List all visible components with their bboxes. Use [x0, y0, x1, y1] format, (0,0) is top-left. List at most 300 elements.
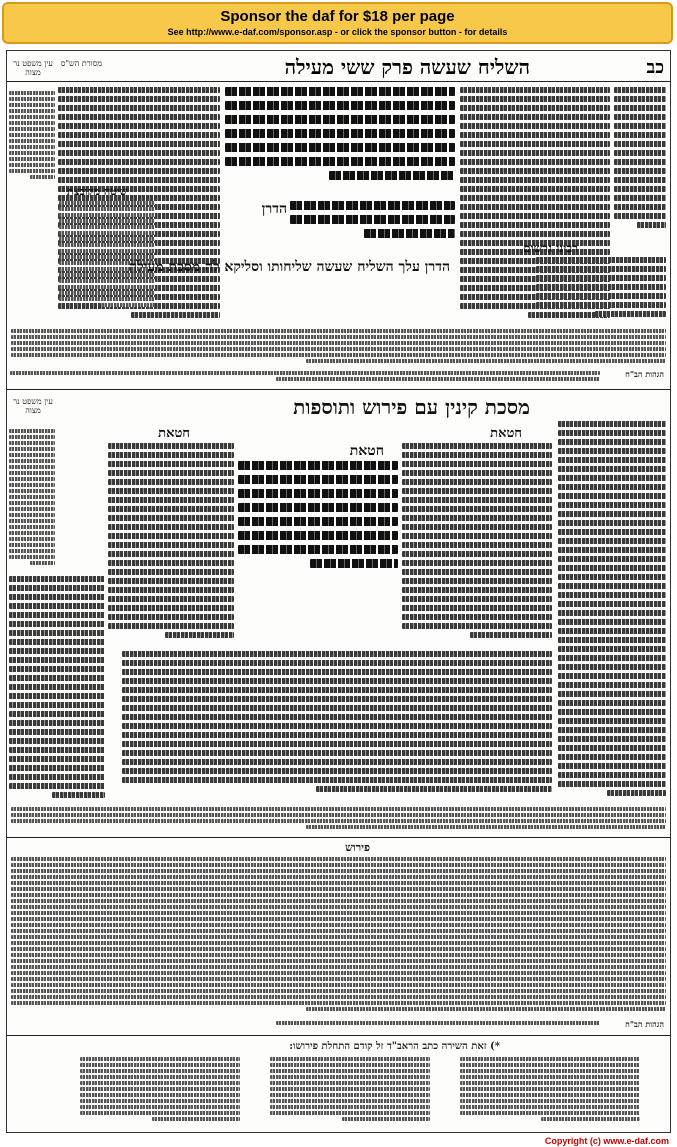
text-line	[122, 759, 552, 765]
text-line	[558, 781, 666, 787]
ein-mishpat-label-2: עין משפט נר מצוה	[13, 397, 53, 415]
text-line	[58, 114, 220, 120]
text-line	[11, 923, 666, 927]
hadran-gemara-text	[290, 201, 455, 251]
text-line	[402, 551, 552, 557]
text-line	[460, 132, 610, 138]
hagahot-bottom-text	[11, 807, 666, 833]
text-line	[9, 163, 55, 167]
text-line	[290, 215, 455, 224]
text-line	[306, 1007, 666, 1011]
text-line	[225, 129, 455, 138]
sponsor-title[interactable]: Sponsor the daf for $18 per page	[220, 8, 455, 25]
text-line	[558, 439, 666, 445]
text-line	[558, 709, 666, 715]
text-line	[9, 747, 105, 753]
text-line	[460, 87, 610, 93]
text-line	[59, 237, 155, 241]
text-line	[558, 619, 666, 625]
text-line	[11, 905, 666, 909]
text-line	[460, 222, 610, 228]
text-line	[108, 542, 234, 548]
text-line	[9, 555, 55, 559]
text-line	[595, 311, 667, 317]
ein-mishpat-column	[9, 91, 55, 181]
text-line	[558, 475, 666, 481]
text-line	[108, 605, 234, 611]
ein-mishpat-column-2	[9, 429, 55, 569]
text-line	[290, 201, 455, 210]
header-rule	[7, 81, 670, 82]
text-line	[536, 284, 666, 290]
text-line	[402, 524, 552, 530]
text-line	[270, 1081, 430, 1085]
text-line	[238, 545, 398, 554]
talmud-page-scan	[6, 50, 671, 1133]
text-line	[108, 443, 234, 449]
text-line	[558, 466, 666, 472]
text-line	[122, 660, 552, 666]
text-line	[460, 1057, 640, 1061]
text-line	[306, 359, 666, 363]
text-line	[270, 1063, 430, 1067]
text-line	[108, 533, 234, 539]
text-line	[614, 195, 666, 201]
text-line	[558, 430, 666, 436]
text-line	[614, 105, 666, 111]
text-line	[11, 347, 666, 351]
text-line	[9, 429, 55, 433]
text-line	[122, 696, 552, 702]
text-line	[558, 538, 666, 544]
text-line	[402, 515, 552, 521]
text-line	[80, 1057, 240, 1061]
text-line	[270, 1111, 430, 1115]
text-line	[9, 702, 105, 708]
text-line	[9, 139, 55, 143]
text-line	[558, 727, 666, 733]
hagahot-bottom-line	[10, 1021, 600, 1031]
text-line	[329, 171, 456, 180]
copyright-text: Copyright (c) www.e-daf.com	[544, 1136, 669, 1146]
text-line	[536, 266, 666, 272]
text-line	[270, 1057, 430, 1061]
text-line	[9, 447, 55, 451]
text-line	[460, 186, 610, 192]
text-line	[108, 515, 234, 521]
text-line	[59, 279, 155, 283]
text-line	[11, 899, 666, 903]
text-line	[558, 718, 666, 724]
text-line	[607, 790, 666, 796]
text-line	[9, 441, 55, 445]
text-line	[11, 965, 666, 969]
text-line	[9, 756, 105, 762]
shita-mekubetzet-text	[59, 201, 155, 311]
page-number: כב	[646, 57, 664, 78]
shita-mekubetzet-heading: שיטה מקובצת	[67, 185, 128, 198]
text-line	[9, 612, 105, 618]
text-line	[225, 87, 455, 96]
text-line	[59, 231, 155, 235]
text-line	[9, 729, 105, 735]
text-line	[80, 1069, 240, 1073]
text-line	[536, 257, 666, 263]
text-line	[402, 461, 552, 467]
text-line	[9, 465, 55, 469]
text-line	[614, 159, 666, 165]
rabbeinu-gershom-heading: רבינו גרשום	[523, 241, 578, 255]
text-line	[58, 141, 220, 147]
text-line	[9, 501, 55, 505]
text-line	[11, 813, 666, 817]
text-line	[270, 1105, 430, 1109]
text-line	[238, 489, 398, 498]
text-line	[108, 596, 234, 602]
folio-label: מסורת הש"ס	[60, 59, 102, 68]
text-line	[558, 448, 666, 454]
text-line	[310, 559, 398, 568]
text-line	[238, 517, 398, 526]
hagahot-top-text	[10, 371, 600, 383]
text-line	[122, 741, 552, 747]
text-line	[9, 738, 105, 744]
text-line	[11, 935, 666, 939]
text-line	[9, 525, 55, 529]
text-line	[9, 109, 55, 113]
text-line	[152, 1117, 240, 1121]
text-line	[108, 614, 234, 620]
text-line	[9, 543, 55, 547]
text-line	[402, 506, 552, 512]
text-line	[80, 1099, 240, 1103]
text-line	[108, 470, 234, 476]
text-line	[558, 502, 666, 508]
text-line	[80, 1093, 240, 1097]
text-line	[11, 353, 666, 357]
text-line	[108, 569, 234, 575]
text-line	[225, 157, 455, 166]
text-line	[402, 533, 552, 539]
text-line	[11, 995, 666, 999]
text-line	[108, 524, 234, 530]
perush-column	[402, 443, 552, 643]
text-line	[558, 547, 666, 553]
text-line	[9, 477, 55, 481]
text-line	[402, 578, 552, 584]
sponsor-banner[interactable]	[2, 2, 673, 44]
text-line	[11, 959, 666, 963]
text-line	[558, 601, 666, 607]
chatat-label-center: חטאת	[349, 443, 384, 459]
text-line	[122, 723, 552, 729]
text-line	[9, 576, 105, 582]
text-line	[306, 825, 666, 829]
text-line	[270, 1093, 430, 1097]
text-line	[30, 561, 55, 565]
text-line	[402, 569, 552, 575]
text-line	[59, 297, 155, 301]
text-line	[637, 222, 666, 228]
text-line	[558, 529, 666, 535]
text-line	[238, 475, 398, 484]
text-line	[108, 587, 234, 593]
text-line	[9, 603, 105, 609]
text-line	[460, 1111, 640, 1115]
text-line	[614, 168, 666, 174]
text-line	[460, 96, 610, 102]
text-line	[614, 204, 666, 210]
text-line	[9, 459, 55, 463]
text-line	[9, 471, 55, 475]
text-line	[122, 705, 552, 711]
text-line	[558, 673, 666, 679]
section-rule-3	[7, 1035, 670, 1036]
text-line	[558, 574, 666, 580]
text-line	[614, 123, 666, 129]
text-line	[402, 596, 552, 602]
text-line	[108, 488, 234, 494]
text-line	[108, 578, 234, 584]
text-line	[9, 711, 105, 717]
text-line	[225, 101, 455, 110]
text-line	[276, 377, 601, 381]
text-line	[11, 881, 666, 885]
text-line	[225, 143, 455, 152]
text-line	[402, 479, 552, 485]
text-line	[11, 941, 666, 945]
text-line	[58, 96, 220, 102]
poem-column-1	[460, 1057, 640, 1127]
text-line	[9, 693, 105, 699]
raavad-column	[558, 421, 666, 801]
text-line	[316, 786, 553, 792]
ein-mishpat-label: עין משפט נר מצוה	[13, 59, 53, 77]
text-line	[80, 1087, 240, 1091]
text-line	[9, 549, 55, 553]
chatat-label-left: חטאת	[158, 426, 190, 441]
text-line	[9, 507, 55, 511]
text-line	[470, 632, 553, 638]
text-line	[59, 249, 155, 253]
commentary-wide	[122, 651, 552, 801]
text-line	[541, 1117, 640, 1121]
text-line	[9, 489, 55, 493]
text-line	[460, 177, 610, 183]
text-line	[558, 592, 666, 598]
text-line	[536, 275, 666, 281]
text-line	[614, 213, 666, 219]
text-line	[402, 623, 552, 629]
text-line	[558, 628, 666, 634]
text-line	[558, 664, 666, 670]
text-line	[11, 335, 666, 339]
text-line	[59, 219, 155, 223]
text-line	[460, 195, 610, 201]
margin-right-notes-top	[614, 87, 666, 237]
text-line	[9, 675, 105, 681]
text-line	[58, 168, 220, 174]
text-line	[558, 556, 666, 562]
commentary-band	[11, 329, 666, 367]
text-line	[9, 145, 55, 149]
text-line	[11, 857, 666, 861]
text-line	[238, 461, 398, 470]
text-line	[460, 204, 610, 210]
text-line	[536, 302, 666, 308]
text-line	[9, 648, 105, 654]
text-line	[9, 121, 55, 125]
text-line	[270, 1075, 430, 1079]
text-line	[460, 1087, 640, 1091]
text-line	[11, 341, 666, 345]
text-line	[11, 977, 666, 981]
hadran-heading: הדרן	[261, 201, 287, 217]
text-line	[9, 720, 105, 726]
text-line	[402, 470, 552, 476]
text-line	[614, 177, 666, 183]
text-line	[402, 542, 552, 548]
text-line	[11, 983, 666, 987]
text-line	[11, 947, 666, 951]
text-line	[108, 479, 234, 485]
text-line	[80, 1075, 240, 1079]
text-line	[9, 435, 55, 439]
text-line	[558, 637, 666, 643]
text-line	[59, 207, 155, 211]
text-line	[9, 91, 55, 95]
text-line	[11, 989, 666, 993]
tractate-title: מסכת קינין עם פירוש ותוספות	[293, 395, 530, 419]
text-line	[30, 175, 55, 179]
poem-column-2	[270, 1057, 430, 1127]
text-line	[108, 506, 234, 512]
section-rule-2	[7, 837, 670, 838]
poem-column-3	[80, 1057, 240, 1127]
text-line	[9, 630, 105, 636]
text-line	[58, 105, 220, 111]
text-line	[11, 887, 666, 891]
hadran-closing-text: הדרן עלך השליח שעשה שליחותו וסליקא לה מסכת מעילה	[129, 259, 450, 275]
text-line	[58, 159, 220, 165]
text-line	[402, 614, 552, 620]
text-line	[402, 497, 552, 503]
rosh-commentary	[11, 857, 666, 1017]
text-line	[402, 488, 552, 494]
text-line	[9, 684, 105, 690]
text-line	[58, 87, 220, 93]
text-line	[270, 1087, 430, 1091]
text-line	[9, 657, 105, 663]
text-line	[225, 115, 455, 124]
page-header-title: השליח שעשה פרק ששי מעילה	[284, 55, 530, 79]
text-line	[9, 513, 55, 517]
tosafot-kinnim	[108, 443, 234, 643]
text-line	[11, 911, 666, 915]
text-line	[108, 551, 234, 557]
text-line	[614, 150, 666, 156]
text-line	[270, 1069, 430, 1073]
text-line	[9, 103, 55, 107]
text-line	[9, 151, 55, 155]
text-line	[238, 531, 398, 540]
text-line	[364, 229, 455, 238]
text-line	[11, 917, 666, 921]
text-line	[460, 213, 610, 219]
text-line	[460, 141, 610, 147]
text-line	[122, 777, 552, 783]
text-line	[11, 819, 666, 823]
section-rule-1	[7, 389, 670, 390]
text-line	[122, 651, 552, 657]
text-line	[59, 285, 155, 289]
text-line	[122, 669, 552, 675]
text-line	[558, 682, 666, 688]
text-line	[402, 587, 552, 593]
text-line	[9, 585, 105, 591]
text-line	[558, 772, 666, 778]
text-line	[558, 745, 666, 751]
text-line	[9, 621, 105, 627]
chatat-label-right: חטאת	[490, 426, 522, 441]
text-line	[58, 150, 220, 156]
text-line	[122, 678, 552, 684]
text-line	[108, 452, 234, 458]
text-line	[558, 520, 666, 526]
text-line	[614, 186, 666, 192]
text-line	[11, 893, 666, 897]
text-line	[460, 159, 610, 165]
text-line	[59, 213, 155, 217]
text-line	[558, 457, 666, 463]
text-line	[122, 750, 552, 756]
text-line	[52, 792, 105, 798]
text-line	[9, 594, 105, 600]
text-line	[58, 123, 220, 129]
text-line	[460, 1093, 640, 1097]
text-line	[131, 312, 220, 318]
text-line	[460, 123, 610, 129]
text-line	[59, 201, 155, 205]
text-line	[614, 87, 666, 93]
text-line	[270, 1099, 430, 1103]
text-line	[614, 114, 666, 120]
text-line	[9, 115, 55, 119]
text-line	[80, 1063, 240, 1067]
text-line	[9, 157, 55, 161]
text-line	[558, 754, 666, 760]
text-line	[102, 303, 155, 307]
text-line	[9, 666, 105, 672]
text-line	[558, 493, 666, 499]
text-line	[558, 421, 666, 427]
sponsor-subtitle[interactable]: See http://www.e-daf.com/sponsor.asp - or click the sponsor button - for details	[167, 27, 508, 37]
text-line	[558, 736, 666, 742]
text-line	[276, 1021, 601, 1025]
text-line	[122, 687, 552, 693]
text-line	[58, 177, 220, 183]
text-line	[9, 133, 55, 137]
text-line	[11, 869, 666, 873]
text-line	[11, 953, 666, 957]
text-line	[402, 452, 552, 458]
text-line	[460, 1069, 640, 1073]
text-line	[9, 453, 55, 457]
text-line	[536, 293, 666, 299]
hagahot-top: הגהות הב"ח	[625, 369, 664, 379]
text-line	[165, 632, 234, 638]
text-line	[9, 765, 105, 771]
